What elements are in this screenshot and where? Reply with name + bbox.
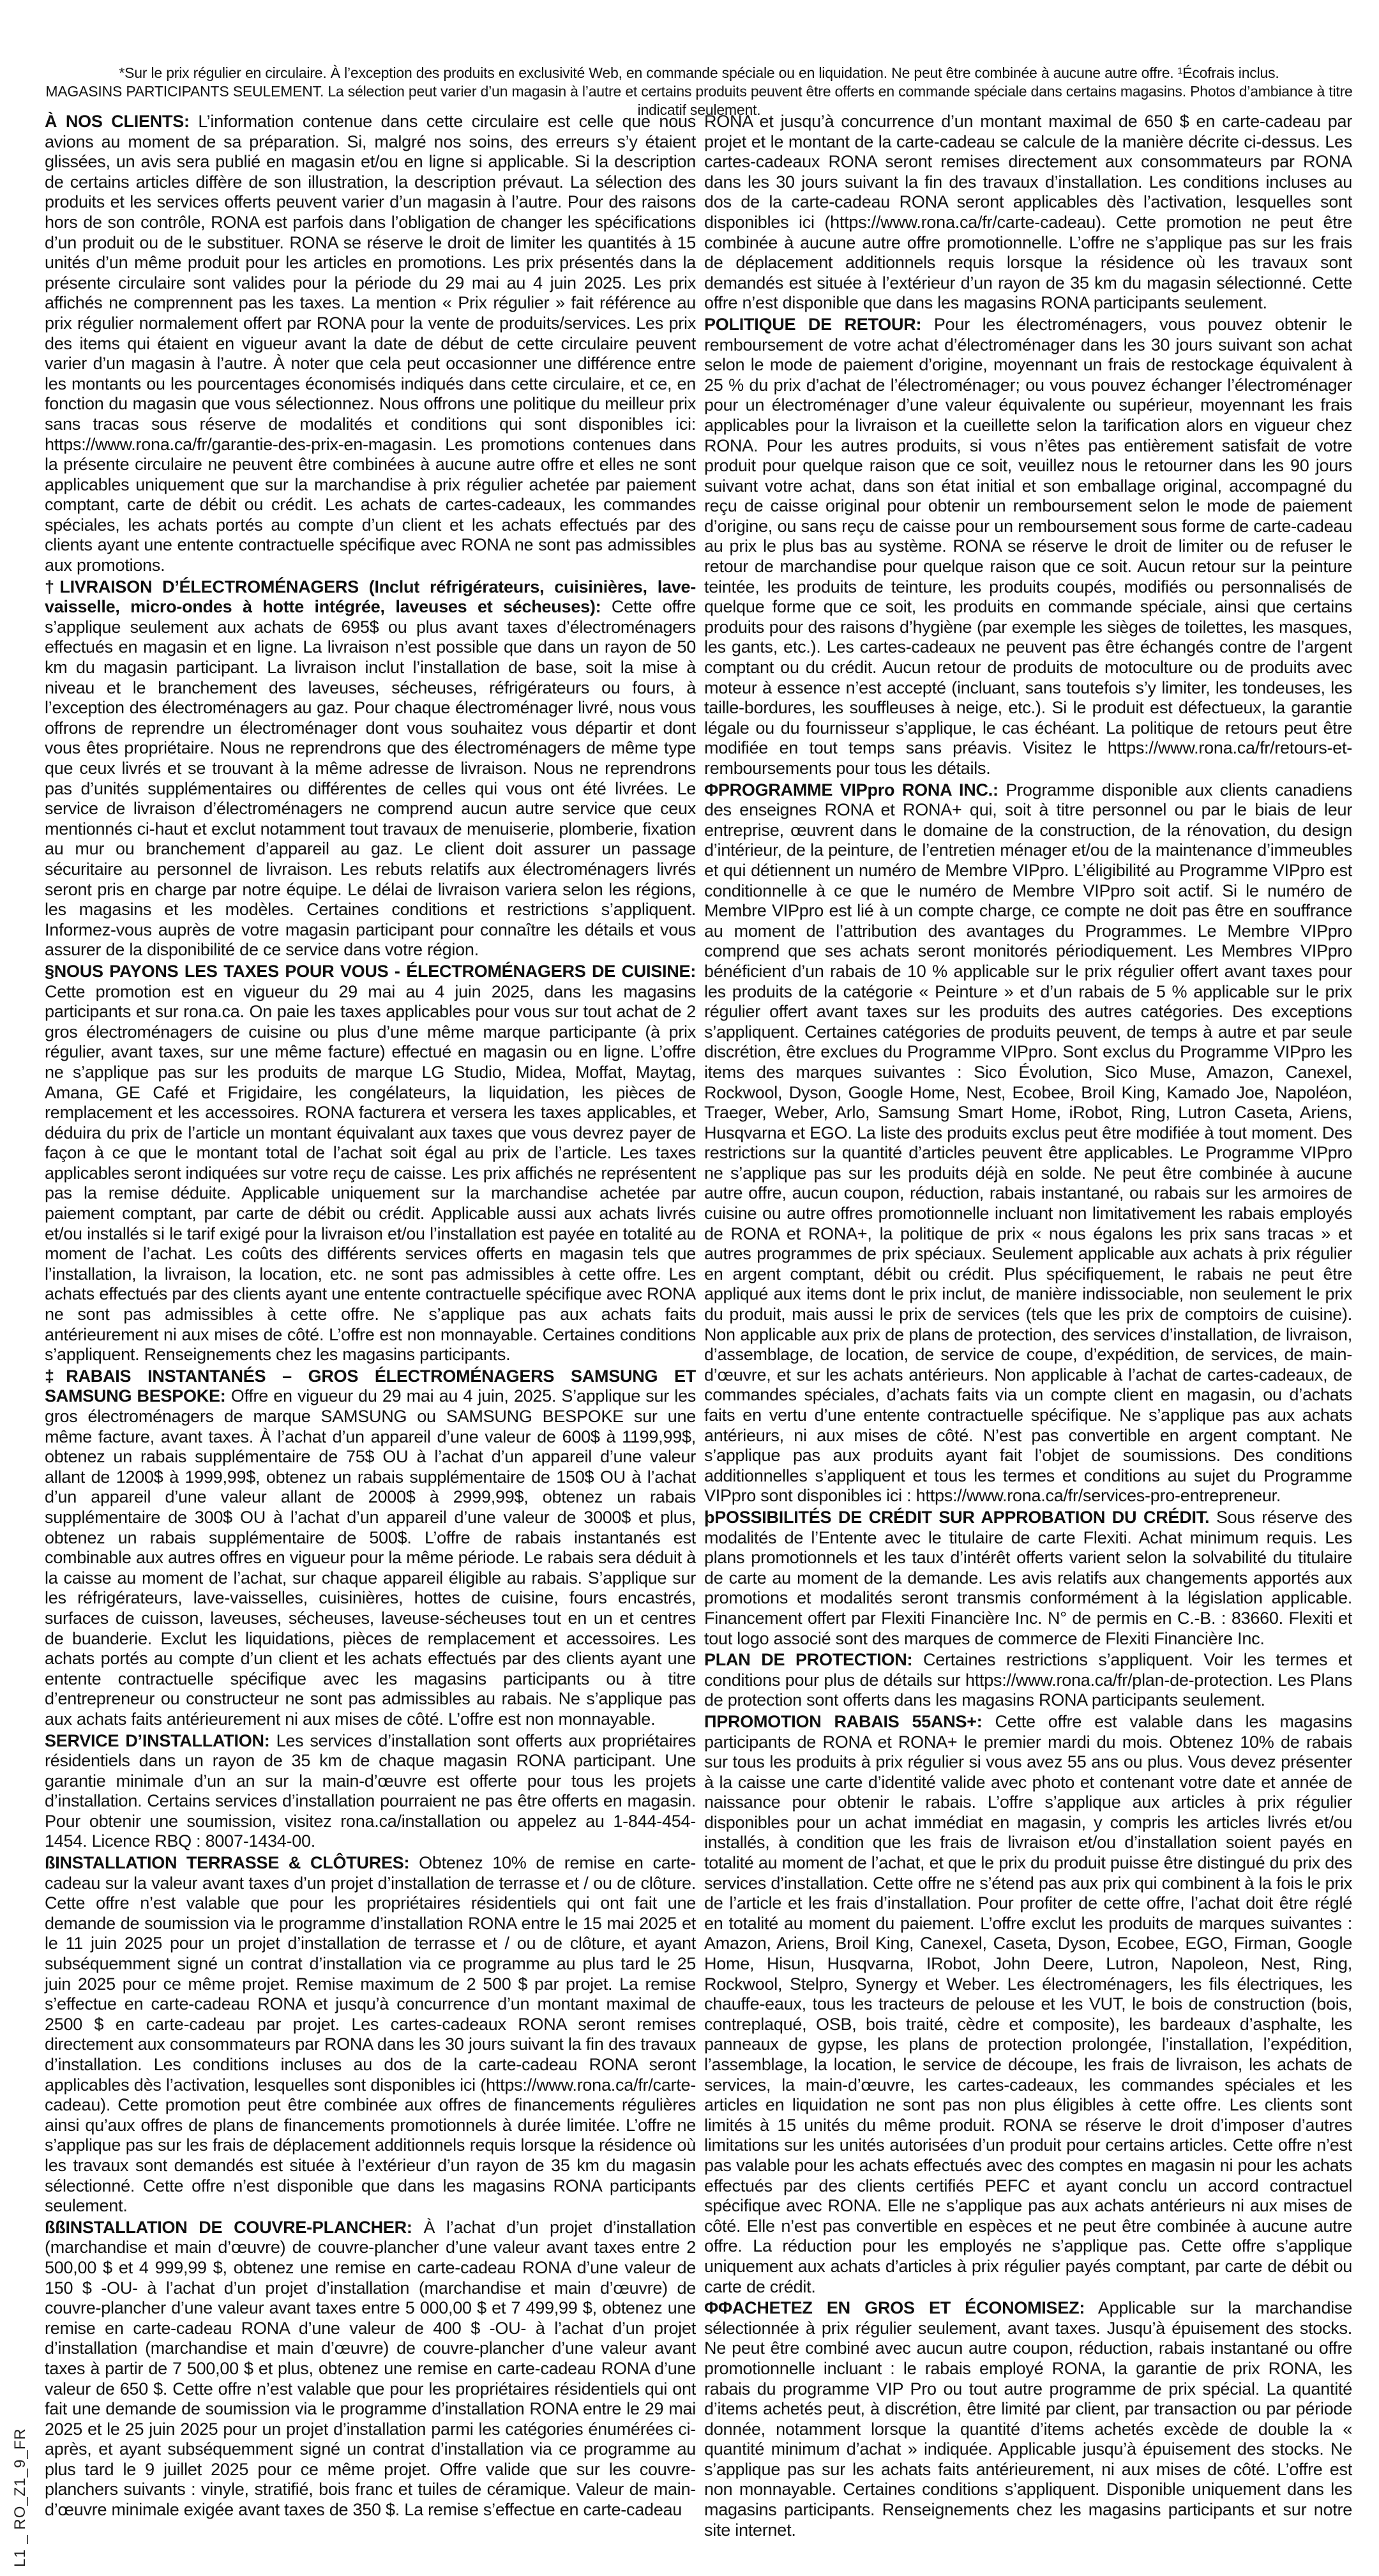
section-title: ΠPROMOTION RABAIS 55ANS+: xyxy=(704,1711,983,1731)
section-text: Obtenez 10% de remise en carte-cadeau sur la valeur avant taxes d’un projet d’installation de terrasse et / ou de clôture. Cette offre n’est valable que pour les propriétaires résidentiels qui ont fait une demande de soumission via le programme d’installation RONA entre le 15 mai 2025 et le 11 juin 2025 pour un projet d’installation de terrasse et / ou de clôture, et ayant subséquemment signé un contrat d’installation via ce programme au plus tard le 25 juin 2025 pour ce même projet. Remise maximum de 2 500 $ par projet. La remise s’effectue en carte-cadeau RONA et jusqu’à concurrence d’un montant maximal de 2500 $ en carte-cadeau par projet. Les cartes-cadeaux RONA seront remises directement aux consommateurs par RONA dans les 30 jours suivant la fin des travaux d’installation. Les conditions incluses au dos de la carte-cadeau RONA seront applicables dès l’activation, lesquelles sont disponibles ici (https://www.rona.ca/fr/carte-cadeau). Cette promotion peut être combinée aux offres de financements régulières ainsi qu’aux offres de plans de financements promotionnels à durée limitée. L’offre ne s’applique pas sur les frais de déplacement additionnels requis lorsque la résidence où les travaux sont demandés est située à l’extérieur d’un rayon de 35 km du magasin sélectionné. Cette offre n’est disponible que dans les magasins RONA participants seulement. xyxy=(45,1853,696,2216)
section-title: †LIVRAISON D’ÉLECTROMÉNAGERS (Inclut réfrigérateurs, cuisinières, lave-vaisselle, micro-ondes à hotte intégrée, laveuses et sécheuses): xyxy=(45,577,696,617)
legal-section xyxy=(704,315,1352,779)
section-title: POLITIQUE DE RETOUR: xyxy=(704,314,922,334)
section-text: Certaines restrictions s’appliquent. Voir les termes et conditions pour plus de détails sur https://www.rona.ca/fr/plan-de-protection. Les Plans de protection sont offerts dans les magasins RONA participants seulement. xyxy=(704,1650,1352,1710)
legal-section xyxy=(704,1712,1352,2297)
section-text: Sous réserve des modalités de l’Entente avec le titulaire de carte Flexiti. Achat minimum requis. Les plans promotionnels et les taux d’intérêt offerts varient selon la solvabilité du titulaire de carte au moment de la demande. Les avis relatifs aux changements apportés aux promotions et modalités seront transmis conformément à la législation applicable. Financement offert par Flexiti Financière Inc. N° de permis en C.-B. : 83660. Flexiti et tout logo associé sont des marques de commerce de Flexiti Financière Inc. xyxy=(704,1507,1352,1648)
legal-section xyxy=(45,1853,696,2216)
section-text: Pour les électroménagers, vous pouvez obtenir le remboursement de votre achat d’électroménager dans les 30 jours suivant son achat selon le mode de paiement d’origine, moyennant un frais de restockage équivalent à 25 % du prix d’achat de l’électroménager; ou vous pouvez échanger l’électroménager pour un électroménager d’une valeur équivalente ou supérieur, moyennant les frais applicables pour la livraison et la cueillette selon la tarification alors en vigueur chez RONA. Pour les autres produits, si vous n’êtes pas entièrement satisfait de votre produit pour quelque raison que ce soit, veuillez nous le retourner dans les 90 jours suivant votre achat, dans son état initial et son emballage original, accompagné du reçu de caisse original pour obtenir un remboursement selon le mode de paiement d’origine, ou sans reçu de caisse pour un remboursement sous forme de carte-cadeau au prix le plus bas au système. RONA se réserve le droit de limiter ou de refuser le retour de marchandise pour quelque raison que ce soit. Aucun retour sur la peinture teintée, les produits de teinture, les produits coupés, modifiés ou personnalisés de quelque forme que ce soit, les produits en commande spéciale, ainsi que certains produits pour des raisons d’hygiène (par exemple les sièges de toilettes, les masques, les gants, etc.). Les cartes-cadeaux ne peuvent pas être échangés contre de l’argent comptant ou du crédit. Aucun retour de produits de motoculture ou de produits avec moteur à essence n’est accepté (incluant, sans toutefois s’y limiter, les tondeuses, les taille-bordures, les souffleuses à neige, etc.). Si le produit est défectueux, la garantie légale ou du fournisseur s’applique, le cas échéant. La politique de retours peut être modifiée en tout temps sans préavis. Visitez le https://www.rona.ca/fr/retours-et-remboursements pour tous les détails. xyxy=(704,314,1352,778)
section-title: À NOS CLIENTS: xyxy=(45,112,190,131)
section-title: ßINSTALLATION TERRASSE & CLÔTURES: xyxy=(45,1853,410,1873)
header-disclaimer xyxy=(45,64,1353,119)
side-code: L1 _ RO_Z1_9_FR xyxy=(11,2428,29,2567)
header-line-2: MAGASINS PARTICIPANTS SEULEMENT. La sélection peut varier d’un magasin à l’autre et certains produits peuvent être offerts en commande spéciale dans certains magasins. Photos d’ambiance à titre indicatif seulement. xyxy=(45,83,1353,118)
section-title: ΦPROGRAMME VIPpro RONA INC.: xyxy=(704,780,998,799)
section-text: Applicable sur la marchandise sélectionnée à prix régulier seulement, avant taxes. Jusqu’à épuisement des stocks. Ne peut être combiné avec aucun autre coupon, réduction, rabais instantané ou offre promotionnelle incluant : le rabais employé RONA, la garantie de prix RONA, les rabais du programme VIP Pro ou tout autre programme de prix spécial. La quantité d’items achetés peut, à discrétion, être limité par client, par transaction ou par période donnée, notamment lorsque la quantité d’items achetés excède de double la « quantité minimum d’achat » indiquée. Applicable jusqu’à épuisement des stocks. Ne s’applique pas sur les achats faits antérieurement, ni aux mises de côté. L’offre est non monnayable. Certaines conditions s’appliquent. Disponible uniquement dans les magasins participants. Renseignements chez les magasins participants et sur notre site internet. xyxy=(704,2298,1352,2540)
legal-section xyxy=(45,1367,696,1730)
section-title: þPOSSIBILITÉS DE CRÉDIT SUR APPROBATION DU CRÉDIT. xyxy=(704,1507,1210,1527)
section-title: ΦΦACHETEZ EN GROS ET ÉCONOMISEZ: xyxy=(704,2298,1085,2318)
section-text: Cette offre s’applique seulement aux achats de 695$ ou plus avant taxes d’électroménagers effectués en magasin et en ligne. La livraison n’est possible que dans un rayon de 50 km du magasin participant. La livraison inclut l’installation de base, soit la mise à niveau et le branchement des laveuses, sécheuses, réfrigérateurs ou fours, à l’exception des électroménagers au gaz. Pour chaque électroménager livré, nous vous offrons de reprendre un électroménager dont vous souhaitez vous départir et dont vous êtes propriétaire. Nous ne reprendrons que des électroménagers de même type que ceux livrés et se trouvant à la même adresse de livraison. Nous ne reprendrons pas d’unités supplémentaires ou différentes de celles qui vous ont été livrées. Le service de livraison d’électroménagers ne comprend aucun autre service que ceux mentionnés ci-haut et exclut notamment tout travaux de menuiserie, plomberie, fixation au mur ou branchement d’appareil au gaz. Le client doit assurer un passage sécuritaire au personnel de livraison. Les rebuts relatifs aux électroménagers livrés seront pris en charge par notre équipe. Le délai de livraison variera selon les régions, les magasins et les modèles. Certaines conditions et restrictions s’appliquent. Informez-vous auprès de votre magasin participant pour connaître les détails et vous assurer de la disponibilité de ce service dans votre région. xyxy=(45,597,696,960)
right-column xyxy=(704,112,1352,2542)
header-line-1: *Sur le prix régulier en circulaire. À l’exception des produits en exclusivité Web, en commande spéciale ou en liquidation. Ne peut être combinée à aucune autre offre. ¹Écofrais inclus. xyxy=(119,64,1279,81)
section-text: Offre en vigueur du 29 mai au 4 juin, 2025. S’applique sur les gros électroménagers de marque SAMSUNG ou SAMSUNG BESPOKE sur une même facture, avant taxes. À l’achat d’un appareil d’une valeur de 600$ à 1199,99$, obtenez un rabais supplémentaire de 75$ OU à l’achat d’un appareil d’une valeur allant de 1200$ à 1999,99$, obtenez un rabais supplémentaire de 150$ OU à l’achat d’un appareil d’une valeur allant de 2000$ à 2999,99$, obtenez un rabais supplémentaire de 300$ OU à l’achat d’un appareil d’une valeur de 3000$ et plus, obtenez un rabais supplémentaire de 500$. L’offre de rabais instantanés est combinable aux autres offres en vigueur pour la même période. Le rabais sera déduit à la caisse au moment de l’achat, sur chaque appareil éligible au rabais. S’applique sur les réfrigérateurs, lave-vaisselles, cuisinières, hottes de cuisine, fours encastrés, surfaces de cuisson, laveuses, sécheuses, laveuse-sécheuses tout en un et centres de buanderie. Exclut les liquidations, pièces de remplacement et accessoires. Les achats portés au compte d’un client et les achats effectués par des clients ayant une entente contractuelle spécifique avec les magasins participants ou à titre d’entrepreneur ou constructeur ne sont pas admissibles au rabais. Ne s’applique pas aux achats faits antérieurement ni aux mises de côté. L’offre est non monnayable. xyxy=(45,1386,696,1729)
legal-section xyxy=(704,2298,1352,2540)
section-text: Programme disponible aux clients canadiens des enseignes RONA et RONA+ qui, soit à titre personnel ou par le biais de leur entreprise, œuvrent dans le domaine de la construction, de la rénovation, du design d’intérieur, de la peinture, de l’entretien ménager et/ou de la maintenance d’immeubles et qui détiennent un numéro de Membre VIPpro. L’éligibilité au Programme VIPpro est conditionnelle à ce que le numéro de Membre VIPpro soit actif. Si le numéro de Membre VIPpro est lié à un compte charge, ce compte ne doit pas être en souffrance au moment de l’attribution des avantages du Programmes. Le Membre VIPpro comprend que ses achats seront monitorés périodiquement. Les Membres VIPpro bénéficient d’un rabais de 10 % applicable sur le prix régulier offert avant taxes pour les produits de la catégorie « Peinture » et d’un rabais de 5 % applicable sur le prix régulier offert avant taxes sur les produits des autres catégories. Des exceptions s’appliquent. Certaines catégories de produits peuvent, de temps à autre et par seule discrétion, être exclues du Programme VIPpro. Sont exclus du Programme VIPpro les items des marques suivantes : Sico Évolution, Sico Muse, Amazon, Canexel, Rockwool, Dyson, Google Home, Nest, Ecobee, Broil King, Kamado Joe, Napoléon, Traeger, Weber, Arlo, Samsung Smart Home, iRobot, Ring, Lutron Caseta, Ariens, Husqvarna et EGO. La liste des produits exclus peut être modifiée à tout moment. Des restrictions sur la quantité d’articles peuvent être applicables. Le Programme VIPpro ne s’applique pas sur les produits déjà en solde. Ne peut être combinée à aucune autre offre, aucun coupon, réduction, rabais instantané, ou rabais sur les armoires de cuisine ou autre offres promotionnelle incluant non limitativement les rabais employés de RONA et RONA+, la politique de prix « nous égalons les prix sans tracas » et autres programmes de prix spéciaux. Seulement applicable aux achats à prix régulier en argent comptant, débit ou crédit. Plus spécifiquement, le rabais ne peut être appliqué aux items dont le prix inclut, de manière indissociable, non seulement le prix du produit, mais aussi le prix de services (tels que les prix de comptoirs de cuisine). Non applicable aux prix de plans de protection, des services d’installation, de livraison, d’assemblage, de location, de service de coupe, d’expédition, de services, de main-d’œuvre, et sur les achats antérieurs. Non applicable à l’achat de cartes-cadeaux, de commandes spéciales, d’achats faits via un compte client en magasin, ou d’achats faits en vertu d’une entente contractuelle spécifique. Ne s’applique pas aux achats antérieurs, ni aux mises de côté. N’est pas convertible en argent comptant. Ne s’applique pas aux produits ayant fait l’objet de soumissions. Des conditions additionnelles s’appliquent et tous les termes et conditions au sujet du Programme VIPpro sont disponibles ici : https://www.rona.ca/fr/services-pro-entrepreneur. xyxy=(704,780,1352,1506)
section-title: ßßINSTALLATION DE COUVRE-PLANCHER: xyxy=(45,2217,412,2237)
legal-section xyxy=(704,1508,1352,1649)
section-text: Cette promotion est en vigueur du 29 mai au 4 juin 2025, dans les magasins participants et sur rona.ca. On paie les taxes applicables pour vous sur tout achat de 2 gros électroménagers de cuisine ou plus d’une même marque participante (à prix régulier, avant taxes, sur une même facture) effectué en magasin ou en ligne. L’offre ne s’applique pas sur les produits de marque LG Studio, Midea, Moffat, Maytag, Amana, GE Café et Frigidaire, les congélateurs, la liquidation, les pièces de remplacement et les accessoires. RONA facturera et versera les taxes applicables, et déduira du prix de l’article un montant équivalant aux taxes que vous devrez payer de façon à ce que le montant total de l’achat soit égal au prix de l’article. Les taxes applicables seront indiquées sur votre reçu de caisse. Les prix affichés ne représentent pas la remise déduite. Applicable uniquement sur la marchandise achetée par paiement comptant, par carte de débit ou crédit. Applicable aussi aux achats livrés et/ou installés si le tarif exigé pour la livraison et/ou l’installation est payée en totalité au moment de l’achat. Les coûts des différents services offerts en magasin tels que l’installation, la livraison, la location, etc. ne sont pas admissibles à cette offre. Les achats effectués par des clients ayant une entente contractuelle spécifique avec RONA ne sont pas admissibles à cette offre. Ne s’applique pas aux achats faits antérieurement ni aux mises de côté. L’offre est non monnayable. Certaines conditions s’appliquent. Renseignements chez les magasins participants. xyxy=(45,981,696,1365)
section-text: L’information contenue dans cette circulaire est celle que nous avions au moment de sa préparation. Si, malgré nos soins, des erreurs s’y étaient glissées, un avis sera publié en magasin et/ou en ligne si applicable. Si la description de certains articles diffère de son illustration, la description prévaut. La sélection des produits et les services offerts peuvent varier d’un magasin à l’autre. Pour des raisons hors de son contrôle, RONA est parfois dans l’obligation de changer les spécifications d’un produit ou de le substituer. RONA se réserve le droit de limiter les quantités à 15 unités d’un même produit pour les articles en promotions. Les prix présentés dans la présente circulaire sont valides pour la période du 29 mai au 4 juin 2025. Les prix affichés ne comprennent pas les taxes. La mention « Prix régulier » fait référence au prix régulier normalement offert par RONA pour la vente de produits/services. Les prix des items qui étaient en vigueur avant la date de début de cette circulaire peuvent varier d’un magasin à l’autre. À noter que cela peut occasionner une différence entre les montants ou les pourcentages économisés indiqués dans cette circulaire, et ce, en fonction du magasin que vous sélectionnez. Nous offrons une politique du meilleur prix sans tracas sous réserve de modalités et conditions qui sont disponibles ici: https://www.rona.ca/fr/garantie-des-prix-en-magasin. Les promotions contenues dans la présente circulaire ne peuvent être combinées à aucune autre offre et elles ne sont applicables uniquement que sur la marchandise à prix régulier achetée par paiement comptant, carte de débit ou crédit. Les achats de cartes-cadeaux, les commandes spéciales, les achats portés au compte d’un client et les achats effectués par des clients ayant une entente contractuelle spécifique avec RONA ne sont pas admissibles aux promotions. xyxy=(45,112,696,575)
section-title: ‡RABAIS INSTANTANÉS – GROS ÉLECTROMÉNAGERS SAMSUNG ET SAMSUNG BESPOKE: xyxy=(45,1366,696,1406)
left-column xyxy=(45,112,696,2522)
legal-section xyxy=(45,112,696,576)
section-title: SERVICE D’INSTALLATION: xyxy=(45,1731,270,1750)
section-title: §NOUS PAYONS LES TAXES POUR VOUS - ÉLECTROMÉNAGERS DE CUISINE: xyxy=(45,961,696,981)
legal-section xyxy=(704,112,1352,314)
legal-section xyxy=(45,2218,696,2520)
section-text: Cette offre est valable dans les magasins participants de RONA et RONA+ le premier mardi du mois. Obtenez 10% de rabais sur tous les produits à prix régulier si vous avez 55 ans ou plus. Vous devez présenter à la caisse une carte d’identité valide avec photo et contenant votre date et année de naissance pour obtenir le rabais. L’offre s’applique aux articles à prix régulier disponibles pour un achat immédiat en magasin, y compris les articles livrés et/ou installés, à condition que les frais de livraison et/ou d’installation soient payés en totalité au moment de l’achat, et que le prix du produit puisse être distingué du prix des services d’installation. Cette offre ne s’étend pas aux prix qui combinent à la fois le prix de l’article et les frais d’installation. Pour profiter de cette offre, l’achat doit être réglé en totalité au moment du paiement. L’offre exclut les produits de marques suivantes : Amazon, Ariens, Broil King, Canexel, Caseta, Dyson, Ecobee, EGO, Firman, Google Home, Hisun, Husqvarna, IRobot, John Deere, Lutron, Napoleon, Nest, Ring, Rockwool, Stelpro, Synergy et Weber. Les électroménagers, les fils électriques, les chauffe-eaux, tous les tracteurs de pelouse et les VUT, le bois de construction (bois, contreplaqué, OSB, bois traité, cèdre et composite), les bardeaux d’asphalte, les panneaux de gypse, les plans de protection prolongée, l’installation, l’expédition, l’assemblage, la location, le service de découpe, les frais de livraison, les achats de services, la main-d’œuvre, les cartes-cadeaux, les commandes spéciales et les articles en liquidation ne sont pas non plus éligibles à cette offre. Les clients sont limités à 15 unités du même produit. RONA se réserve le droit d’imposer d’autres limitations sur les unités autorisées d’un produit pour certains articles. Cette offre n’est pas valable pour les achats effectués avec des comptes en magasin ni pour les achats effectués par des clients certifiés PEFC et ayant conclu un accord contractuel spécifique avec RONA. Elle ne s’applique pas aux achats antérieurs ni aux mises de côté. Elle n’est pas convertible en espèces et ne peut être combinée à aucune autre offre. La réduction pour les employés ne s’applique pas. Cette offre s’applique uniquement aux achats d’articles à prix régulier payés comptant, par carte de débit ou carte de crédit. xyxy=(704,1711,1352,2296)
legal-section xyxy=(704,780,1352,1506)
legal-section xyxy=(45,577,696,960)
legal-section xyxy=(45,1731,696,1852)
section-text: À l’achat d’un projet d’installation (marchandise et main d’œuvre) de couvre-plancher d’une valeur avant taxes entre 2 500,00 $ et 4 999,99 $, obtenez une remise en carte-cadeau RONA d’une valeur de 150 $ -OU- à l’achat d’un projet d’installation (marchandise et main d’œuvre) de couvre-plancher d’une valeur avant taxes entre 5 000,00 $ et 7 499,99 $, obtenez une remise en carte-cadeau RONA d’une valeur de 400 $ -OU- à l’achat d’un projet d’installation (marchandise et main d’œuvre) de couvre-plancher d’une valeur avant taxes à partir de 7 500,00 $ et plus, obtenez une remise en carte-cadeau RONA d’une valeur de 650 $. Cette offre n’est valable que pour les propriétaires résidentiels qui ont fait une demande de soumission via le programme d’installation RONA entre le 29 mai 2025 et le 25 juin 2025 pour un projet d’installation parmi les catégories énumérées ci-après, et ayant subséquemment signé un contrat d’installation via ce programme au plus tard le 9 juillet 2025 pour ce même projet. Offre valide que sur les couvre-planchers suivants : vinyle, stratifié, bois franc et tuiles de céramique. Valeur de main-d’œuvre minimale exigée avant taxes de 350 $. La remise s’effectue en carte-cadeau xyxy=(45,2217,696,2520)
legal-section xyxy=(45,962,696,1365)
section-title: PLAN DE PROTECTION: xyxy=(704,1650,913,1670)
section-text: Les services d’installation sont offerts aux propriétaires résidentiels dans un rayon de 35 km de chaque magasin RONA participant. Une garantie minimale d’un an sur la main-d’œuvre est offerte pour tous les projets d’installation. Certains services d’installation pourraient ne pas être offerts en magasin. Pour obtenir une soumission, visitez rona.ca/installation ou appelez au 1-844-454-1454. Licence RBQ : 8007-1434-00. xyxy=(45,1731,696,1851)
legal-section xyxy=(704,1650,1352,1711)
section-text: RONA et jusqu’à concurrence d’un montant maximal de 650 $ en carte-cadeau par projet et le montant de la carte-cadeau se calcule de la manière décrite ci-dessus. Les cartes-cadeaux RONA seront remises directement aux consommateurs par RONA dans les 30 jours suivant la fin des travaux d’installation. Les conditions incluses au dos de la carte-cadeau RONA seront applicables dès l’activation, lesquelles sont disponibles ici (https://www.rona.ca/fr/carte-cadeau). Cette promotion ne peut être combinée à aucune autre offre promotionnelle. L’offre ne s’applique pas sur les frais de déplacement additionnels requis lorsque la résidence où les travaux sont demandés est située à l’extérieur d’un rayon de 35 km du magasin sélectionné. Cette offre n’est disponible que dans les magasins RONA participants seulement. xyxy=(704,112,1352,313)
